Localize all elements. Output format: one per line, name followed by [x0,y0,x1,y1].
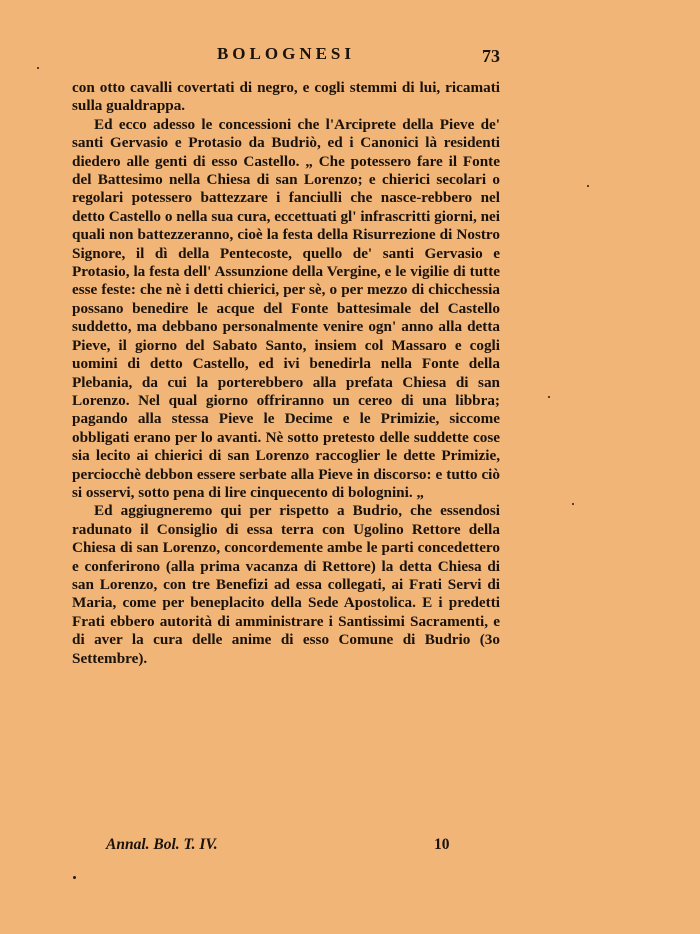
printer-signature: Annal. Bol. T. IV. [106,836,218,853]
paper-speck [548,396,550,398]
signature-mark: 10 [434,836,450,853]
paragraph-continuation: con otto cavalli covertati di negro, e cogli stemmi di lui, ricamati sulla gualdrappa. [72,79,500,115]
paper-speck [587,185,589,187]
running-title: BOLOGNESI [216,44,356,63]
paper-speck [73,876,76,879]
body-text [72,79,500,668]
running-head [72,44,500,68]
paragraph-concessions: Ed ecco adesso le concessioni che l'Arciprete della Pieve de' santi Gervasio e Protasio da Budriò, ed i Canonici là residenti diedero alle genti di esso Castello. „ Che potessero fare il Fonte del Battesimo nella Chiesa di san Lorenzo; e chierici secolari o regolari potessero battezzare i fanciulli che nasce-rebbero nel detto Castello o nella sua cura, eccettuati gl' infrascritti giorni, nei quali non battezzeranno, cioè la festa della Risurrezione di Nostro Signore, il dì della Pentecoste, quello de' santi Gervasio e Protasio, la festa dell' Assunzione della Vergine, e le vigilie di tutte esse feste: che nè i detti chierici, per sè, o per mezzo di chicchessia possano benedire le acque del Fonte battesimale del Castello suddetto, ma debbano personalmente venire ogn' anno alla detta Pieve, il giorno del Sabato Santo, insiem col Massaro e cogli uomini di detto Castello, ed ivi benedirla nella Fonte della Plebania, da cui la porterebbero alla prefata Chiesa di san Lorenzo. Nel qual giorno offriranno un cereo di una libbra; pagando alla stessa Pieve le Decime e le Primizie, siccome obbligati erano per lo avanti. Nè sotto pretesto delle suddette cose sia lecito ai chierici di san Lorenzo raccoglier le dette Primizie, perciocchè debbon essere serbate alla Pieve in discorso: e tutto ciò si osservi, sotto pena di lire cinquecento di bolognini. „ [72,115,500,501]
paragraph-budrio: Ed aggiugneremo qui per rispetto a Budrio, che essendosi radunato il Consiglio di essa terra con Ugolino Rettore della Chiesa di san Lorenzo, concordemente ambe le parti concedettero e conferirono (alla prima vacanza di Rettore) la detta Chiesa di san Lorenzo, con tre Benefizi ad essa collegati, ai Frati Servi di Maria, come per beneplacito della Sede Apostolica. E i predetti Frati ebbero autorità di amministrare i Santissimi Sacramenti, e di aver la cura delle anime di esso Comune di Budrio (3o Settembre). [72,502,500,667]
page-footer [72,836,500,856]
page-number: 73 [482,46,500,66]
paper-speck [572,503,574,505]
paper-speck [37,67,39,69]
